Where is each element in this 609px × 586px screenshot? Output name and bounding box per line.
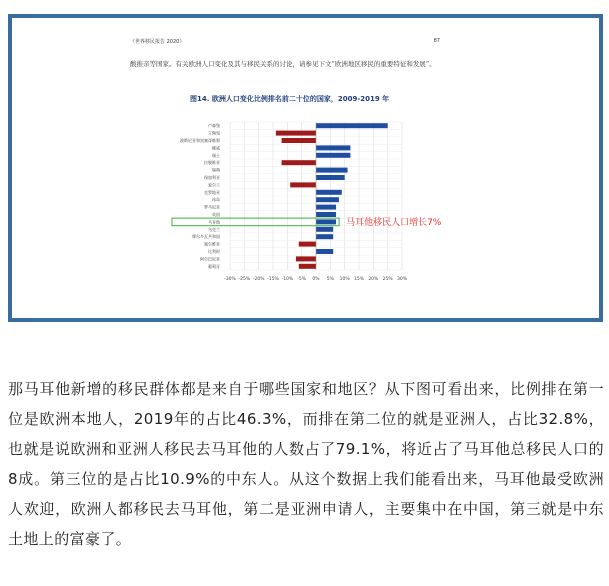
category-label: 冰岛 bbox=[212, 197, 220, 203]
bar bbox=[299, 242, 316, 247]
bar bbox=[316, 219, 336, 224]
bar bbox=[316, 227, 333, 232]
category-label: 马耳他 bbox=[208, 219, 220, 225]
bar bbox=[316, 175, 345, 180]
chart-title: 图14. 欧洲人口变化比例排名前二十位的国家，2009-2019 年 bbox=[190, 95, 390, 103]
x-tick-label: 20% bbox=[368, 277, 379, 282]
bar bbox=[316, 145, 350, 150]
x-tick-label: -30% bbox=[224, 277, 236, 282]
category-label: 拉脱维亚 bbox=[204, 160, 220, 166]
category-label: 卢森堡 bbox=[208, 123, 220, 129]
bar bbox=[316, 249, 333, 254]
category-label: 克罗地亚 bbox=[204, 189, 220, 195]
x-tick-label: 15% bbox=[353, 277, 365, 282]
category-label: 比利时 bbox=[208, 249, 220, 254]
document-paragraph: 酸推亲等国家。有关欧洲人口变化及其与移民关系的讨论，请参见下文“欧洲地区移民的重要特征和发展”。 bbox=[130, 60, 436, 68]
bar bbox=[316, 205, 336, 210]
category-label: 乌克兰 bbox=[208, 226, 220, 232]
document-page-header bbox=[130, 38, 440, 48]
category-label: 挪威 bbox=[212, 145, 220, 151]
article-body: 那马耳他新增的移民群体都是来自于哪些国家和地区？从下图可看出来，比例排在第一位是欧洲本地人，2019年的占比46.3%，而排在第二位的就是亚洲人，占比32.8%，也就是说欧洲和亚洲人移民去马耳他的人数占了79.1%，将近占了马耳他总移民人口的8成。第三位的是占比10.9%的中东人。从这个数据上我们能看出来，马耳他最受欧洲人欢迎，欧洲人都移民去马耳他，第二是亚洲申请人，主要集中在中国，第三就是中东土地上的富豪了。 bbox=[8, 380, 604, 548]
bar bbox=[316, 190, 342, 195]
bar bbox=[316, 197, 339, 202]
category-label: 英国 bbox=[212, 212, 220, 217]
x-tick-label: -25% bbox=[238, 277, 251, 282]
bar bbox=[290, 182, 316, 187]
bar bbox=[316, 212, 336, 217]
category-label: 立陶宛 bbox=[208, 130, 220, 136]
x-tick-label: -15% bbox=[267, 277, 279, 282]
x-tick-label: 5% bbox=[326, 277, 334, 282]
population-change-chart bbox=[130, 106, 442, 296]
annotation-label: 马耳他移民人口增长7% bbox=[346, 217, 442, 228]
x-tick-label: -20% bbox=[252, 277, 265, 282]
category-label: 阿尔巴尼亚 bbox=[200, 256, 220, 262]
category-label: 摩尔多瓦共和国 bbox=[192, 234, 220, 240]
x-tick-label: 0% bbox=[312, 277, 320, 282]
category-label: 波斯尼亚和黑塞哥维那 bbox=[180, 138, 220, 143]
category-label: 葡萄牙 bbox=[208, 263, 220, 269]
x-tick-label: 25% bbox=[382, 277, 393, 282]
bar bbox=[316, 234, 333, 239]
bar bbox=[316, 168, 348, 173]
x-tick-label: 10% bbox=[339, 277, 350, 282]
bar bbox=[296, 256, 316, 261]
bar bbox=[316, 153, 350, 158]
bar bbox=[282, 138, 316, 143]
category-label: 保加利亚 bbox=[204, 175, 220, 180]
x-tick-label: -5% bbox=[297, 277, 307, 282]
bar bbox=[299, 264, 316, 269]
bar bbox=[276, 131, 316, 136]
page-number: 87 bbox=[433, 38, 440, 44]
category-label: 瑞典 bbox=[212, 167, 220, 173]
category-label: 瑞士 bbox=[212, 152, 220, 158]
report-title: 《世界移民报告 2020》 bbox=[130, 39, 185, 45]
category-label: 罗马尼亚 bbox=[204, 204, 220, 210]
category-label: 塞尔维亚 bbox=[204, 241, 220, 247]
x-tick-label: -10% bbox=[281, 277, 294, 282]
highlight-box bbox=[172, 218, 339, 226]
category-label: 爱尔兰 bbox=[208, 182, 220, 188]
bar bbox=[282, 160, 316, 165]
x-tick-label: 30% bbox=[396, 277, 408, 282]
bar bbox=[316, 123, 388, 128]
